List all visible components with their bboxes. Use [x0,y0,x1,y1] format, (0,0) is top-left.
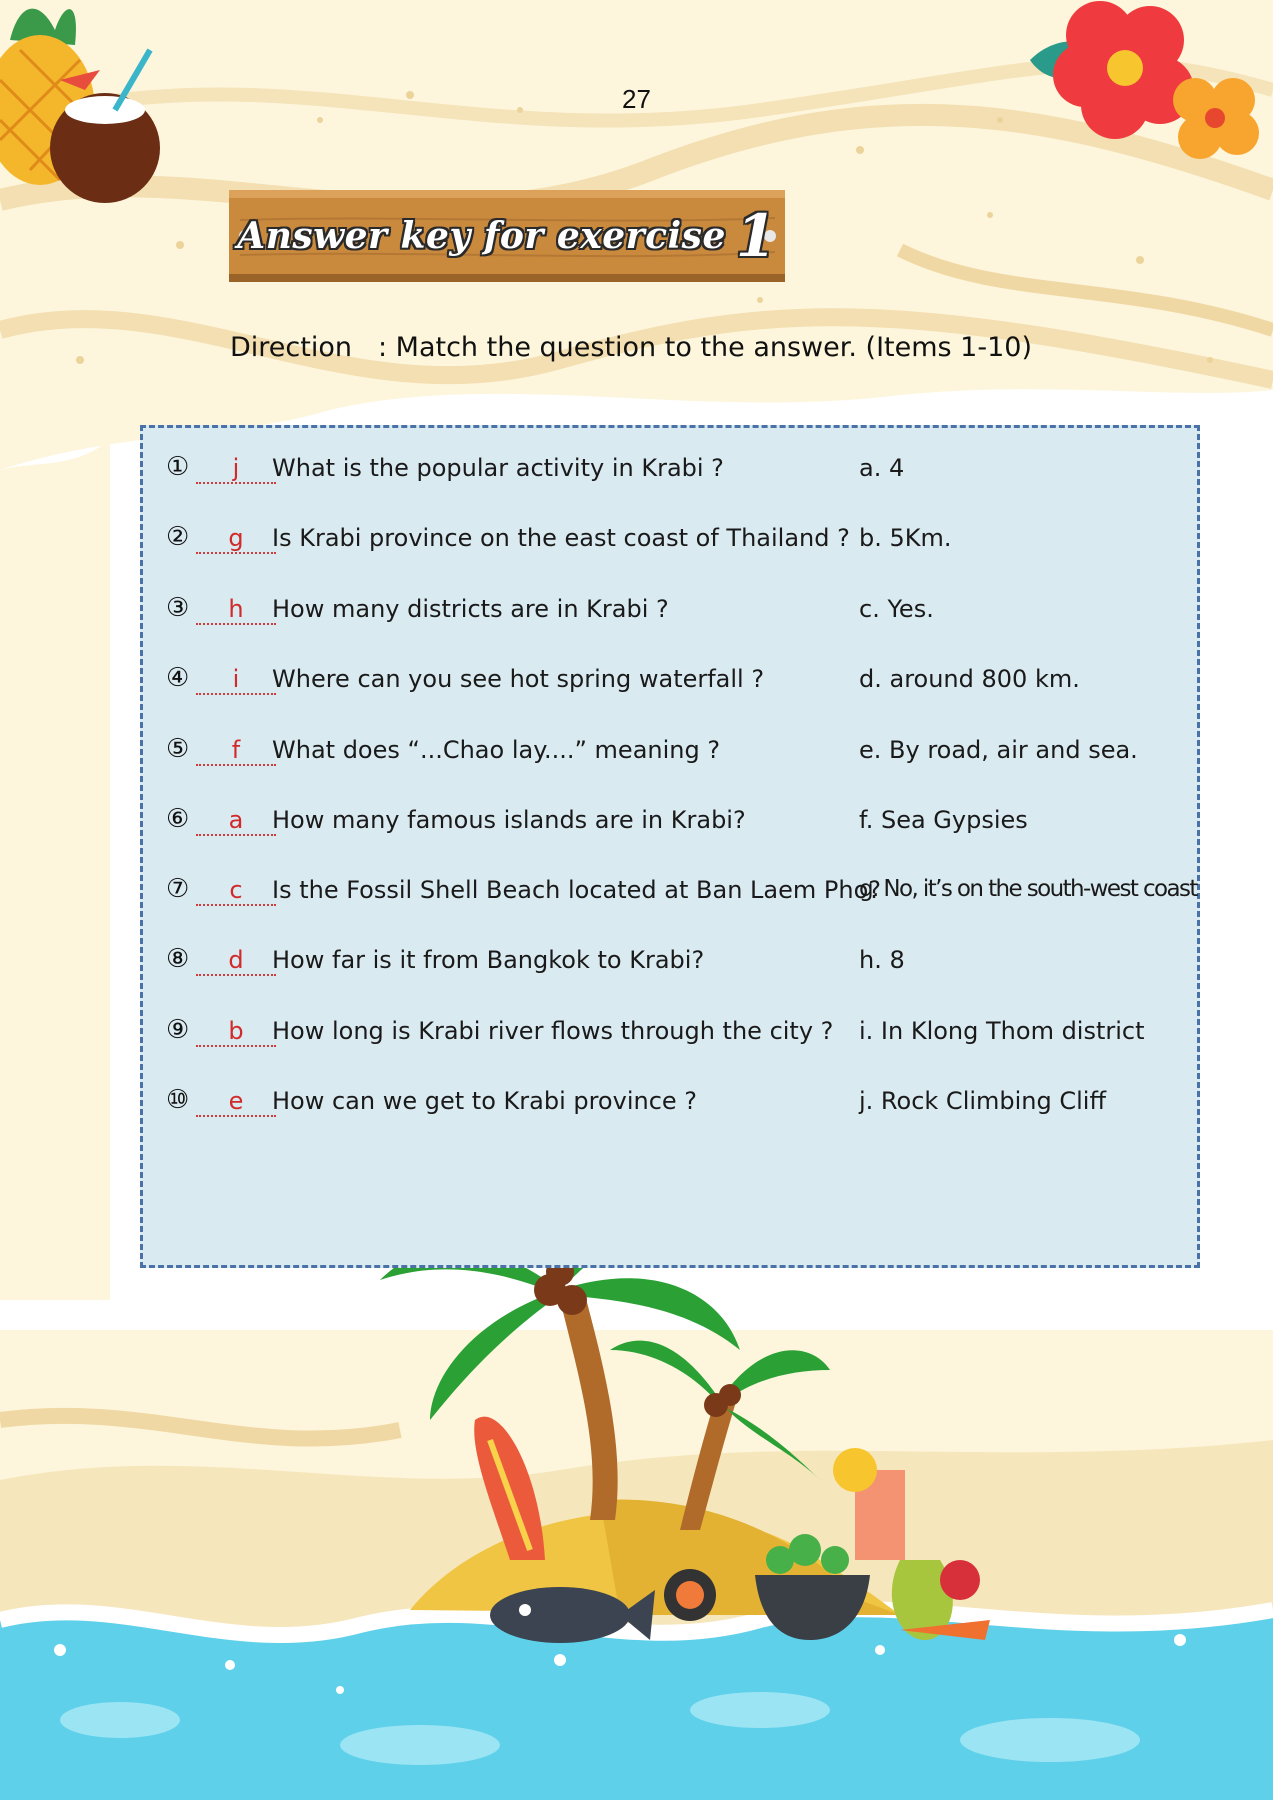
answer-option: b. 5Km. [859,524,952,552]
list-item [0,804,1273,844]
question-text: What does “...Chao lay....” meaning ? [272,736,721,764]
answer-option: j. Rock Climbing Cliff [859,1087,1107,1115]
question-text: What is the popular activity in Krabi ? [272,454,724,482]
answer-blank[interactable]: c [196,876,276,906]
answer-option: e. By road, air and sea. [859,736,1138,764]
direction-text: : Match the question to the answer. (Items 1-10) [377,332,1032,363]
list-item [0,593,1273,633]
answer-option: g. No, it’s on the south-west coast [859,876,1197,902]
exercise-title: Answer key for exercise [237,215,726,257]
answer-blank[interactable]: d [196,946,276,976]
exercise-number: 1 [735,202,777,270]
item-number: ① [166,452,190,482]
question-text: How can we get to Krabi province ? [272,1087,698,1115]
list-item [0,734,1273,774]
item-number: ④ [166,663,190,693]
direction-line [230,332,1032,363]
answer-option: d. around 800 km. [859,665,1080,693]
item-number: ⑩ [166,1085,190,1115]
answer-option: c. Yes. [859,595,934,623]
page-number: 27 [622,84,651,114]
answer-blank[interactable]: a [196,806,276,836]
item-number: ⑦ [166,874,190,904]
list-item [0,452,1273,492]
answer-blank[interactable]: f [196,736,276,766]
list-item [0,522,1273,562]
answer-blank[interactable]: e [196,1087,276,1117]
item-number: ② [166,522,190,552]
question-text: Where can you see hot spring waterfall ? [272,665,765,693]
answer-blank[interactable]: j [196,454,276,484]
question-text: Is Krabi province on the east coast of Thailand ? [272,524,850,552]
list-item [0,1015,1273,1055]
list-item [0,874,1273,914]
list-item [0,663,1273,703]
item-number: ③ [166,593,190,623]
question-text: Is the Fossil Shell Beach located at Ban Laem Pho? [272,876,881,904]
item-number: ⑨ [166,1015,190,1045]
list-item [0,944,1273,984]
question-text: How far is it from Bangkok to Krabi? [272,946,705,974]
answer-option: a. 4 [859,454,905,482]
question-text: How long is Krabi river flows through the city ? [272,1017,834,1045]
answer-blank[interactable]: i [196,665,276,695]
direction-label: Direction [230,332,352,363]
item-number: ⑧ [166,944,190,974]
answer-blank[interactable]: h [196,595,276,625]
list-item [0,1085,1273,1125]
answer-blank[interactable]: b [196,1017,276,1047]
question-text: How many districts are in Krabi ? [272,595,669,623]
answer-option: i. In Klong Thom district [859,1017,1145,1045]
answer-option: f. Sea Gypsies [859,806,1028,834]
question-text: How many famous islands are in Krabi? [272,806,746,834]
item-number: ⑥ [166,804,190,834]
answer-option: h. 8 [859,946,905,974]
exercise-title-banner [229,190,785,282]
item-number: ⑤ [166,734,190,764]
answer-blank[interactable]: g [196,524,276,554]
